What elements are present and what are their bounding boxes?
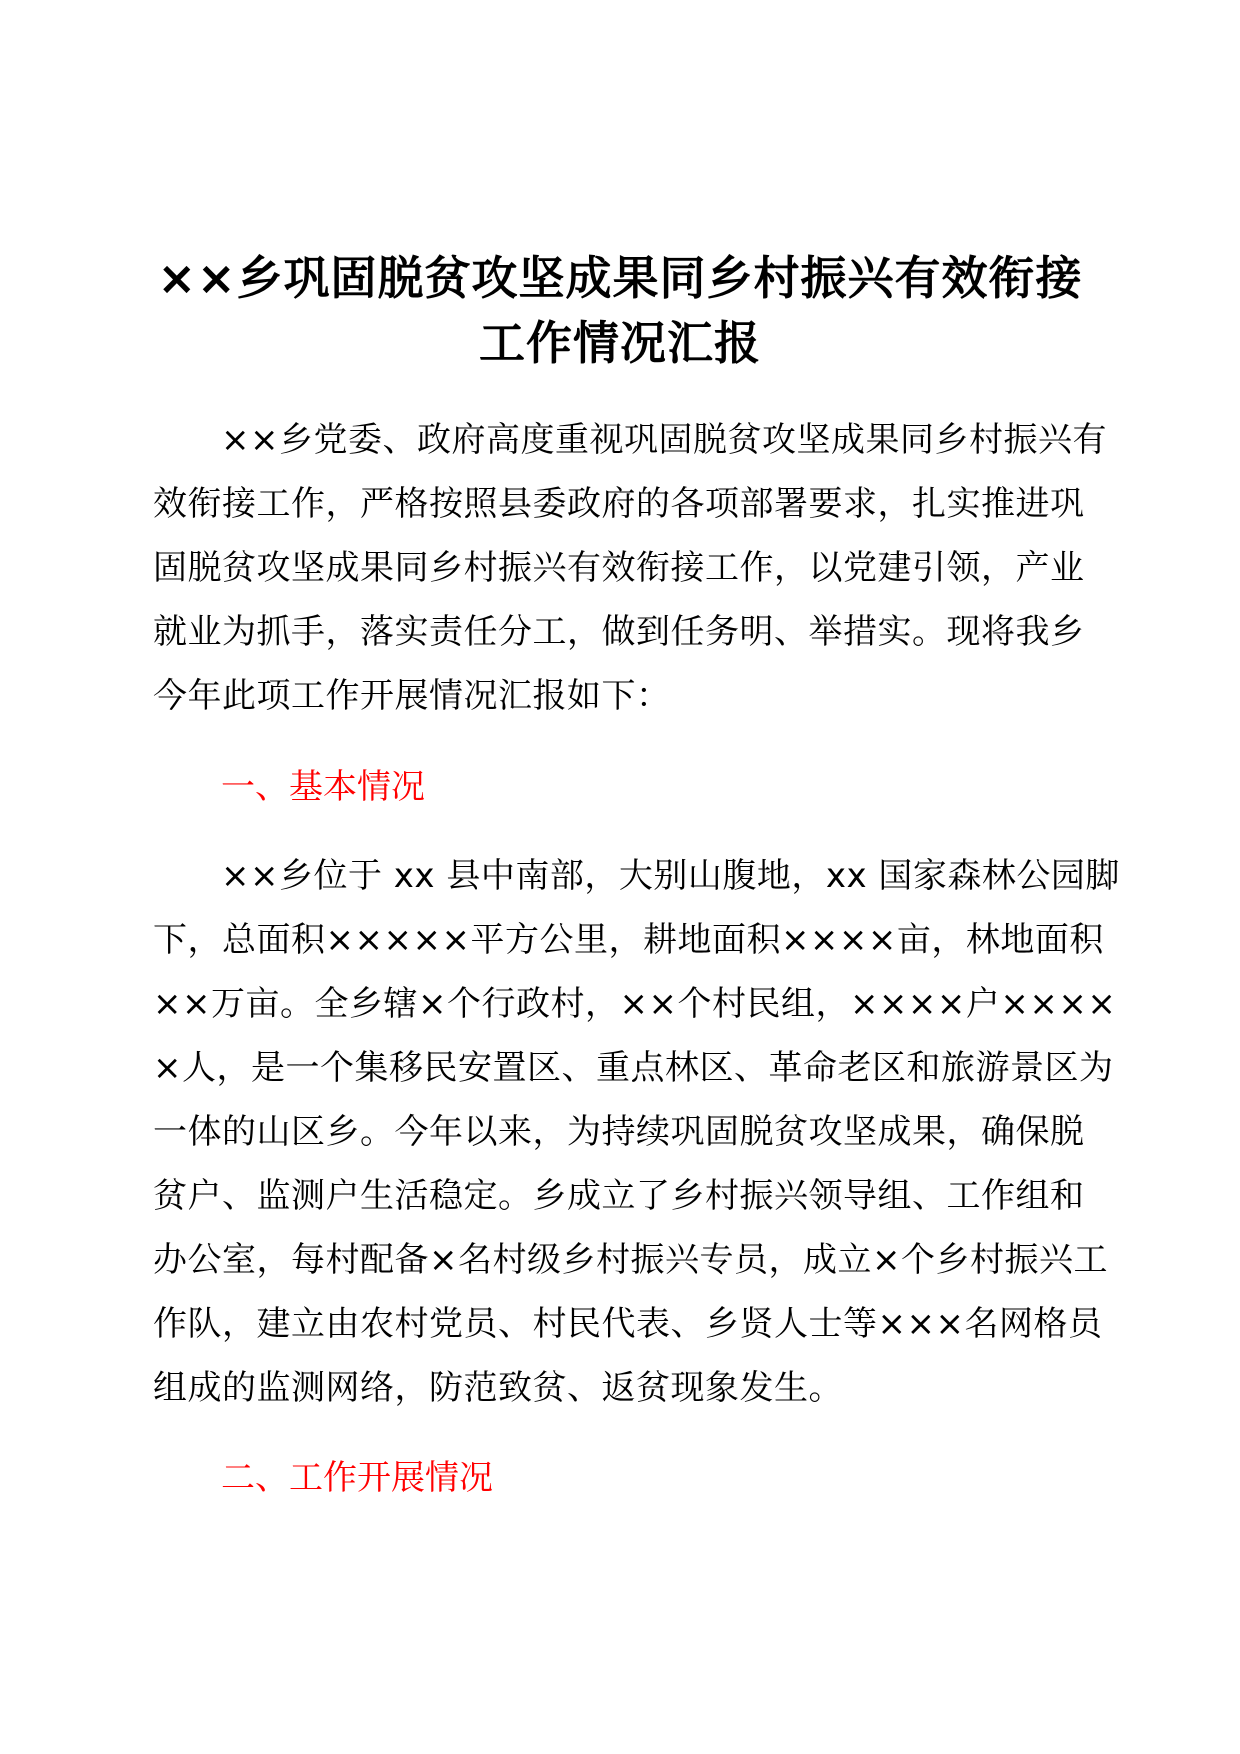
intro-paragraph-line: 固脱贫攻坚成果同乡村振兴有效衔接工作，以党建引领，产业 — [153, 548, 1085, 588]
section1-paragraph-line: 组成的监测网络，防范致贫、返贫现象发生。 — [153, 1368, 843, 1408]
section1-paragraph-line: ×人，是一个集移民安置区、重点林区、革命老区和旅游景区为 — [153, 1048, 1114, 1088]
section1-paragraph-line: 下，总面积×××××平方公里，耕地面积××××亩，林地面积 — [153, 920, 1104, 960]
intro-paragraph-line: 今年此项工作开展情况汇报如下： — [153, 676, 671, 716]
intro-paragraph-line: ××乡党委、政府高度重视巩固脱贫攻坚成果同乡村振兴有 — [221, 420, 1107, 460]
section1-paragraph-line: 一体的山区乡。今年以来，为持续巩固脱贫攻坚成果，确保脱 — [153, 1112, 1085, 1152]
document-title-line-2: 工作情况汇报 — [479, 316, 761, 370]
document-title-line-1: ××乡巩固脱贫攻坚成果同乡村振兴有效衔接 — [157, 251, 1083, 305]
section1-paragraph-line: 贫户、监测户生活稳定。乡成立了乡村振兴领导组、工作组和 — [153, 1176, 1085, 1216]
intro-paragraph-line: 效衔接工作，严格按照县委政府的各项部署要求，扎实推进巩 — [153, 484, 1085, 524]
intro-paragraph-line: 就业为抓手，落实责任分工，做到任务明、举措实。现将我乡 — [153, 612, 1085, 652]
section-heading-basic-info: 一、基本情况 — [221, 767, 425, 807]
section-heading-work-progress: 二、工作开展情况 — [221, 1458, 493, 1498]
section1-paragraph-line: ××乡位于 xx 县中南部，大别山腹地，xx 国家森林公园脚 — [221, 856, 1120, 896]
section1-paragraph-line: 办公室，每村配备×名村级乡村振兴专员，成立×个乡村振兴工 — [153, 1240, 1108, 1280]
section1-paragraph-line: 作队，建立由农村党员、村民代表、乡贤人士等×××名网格员 — [153, 1304, 1103, 1344]
section1-paragraph-line: ××万亩。全乡辖×个行政村，××个村民组，××××户×××× — [153, 984, 1117, 1024]
